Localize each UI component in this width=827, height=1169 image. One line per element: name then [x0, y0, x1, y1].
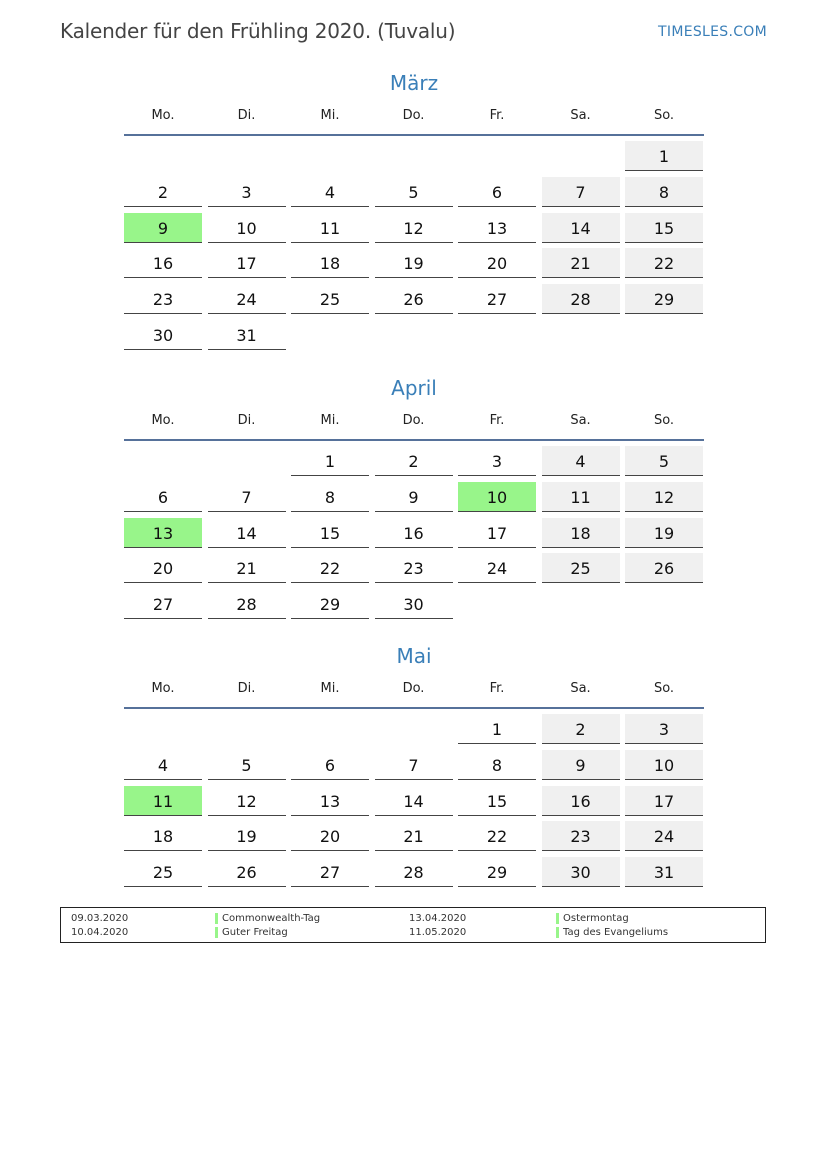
- day-cell: 28: [542, 284, 620, 314]
- week-row: [124, 786, 704, 822]
- day-cell: 13: [291, 786, 369, 816]
- legend-holiday-name: Tag des Evangeliums: [556, 926, 668, 940]
- week-row: [124, 518, 704, 554]
- day-cell: 5: [208, 750, 286, 780]
- weekday-label: Di.: [237, 413, 256, 428]
- day-cell: 30: [542, 857, 620, 887]
- day-cell: 20: [458, 248, 536, 278]
- empty-day-cell: [542, 589, 620, 619]
- month-grid: [124, 709, 704, 893]
- day-cell: 29: [291, 589, 369, 619]
- empty-day-cell: [124, 714, 202, 744]
- day-cell: 18: [124, 821, 202, 851]
- day-cell: 18: [542, 518, 620, 548]
- day-cell: 22: [458, 821, 536, 851]
- day-cell: 1: [458, 714, 536, 744]
- weekday-label: Di.: [237, 108, 256, 123]
- day-cell: 16: [124, 248, 202, 278]
- weekday-label: Di.: [237, 681, 256, 696]
- day-cell: 10: [208, 213, 286, 243]
- day-cell: 29: [625, 284, 703, 314]
- empty-day-cell: [458, 589, 536, 619]
- day-cell: 24: [625, 821, 703, 851]
- day-cell: 26: [208, 857, 286, 887]
- day-cell: 14: [208, 518, 286, 548]
- day-cell: 3: [458, 446, 536, 476]
- day-cell: 28: [375, 857, 453, 887]
- month-title: April: [391, 376, 437, 400]
- day-cell: 7: [542, 177, 620, 207]
- holiday-day-cell: 9: [124, 213, 202, 243]
- month-grid: [124, 441, 704, 625]
- empty-day-cell: [375, 141, 453, 171]
- weekday-label: Mi.: [320, 413, 340, 428]
- day-cell: 23: [542, 821, 620, 851]
- day-cell: 2: [375, 446, 453, 476]
- day-cell: 25: [542, 553, 620, 583]
- legend-holiday-name: Guter Freitag: [215, 926, 288, 940]
- day-cell: 7: [208, 482, 286, 512]
- legend-holiday-name: Ostermontag: [556, 912, 629, 926]
- day-cell: 26: [625, 553, 703, 583]
- day-cell: 8: [291, 482, 369, 512]
- month-block: [124, 68, 704, 356]
- legend-date: 13.04.2020: [409, 913, 467, 924]
- empty-day-cell: [291, 141, 369, 171]
- day-cell: 11: [291, 213, 369, 243]
- week-row: [124, 213, 704, 249]
- day-cell: 23: [375, 553, 453, 583]
- week-row: [124, 177, 704, 213]
- weekday-label: Mo.: [151, 681, 175, 696]
- day-cell: 5: [625, 446, 703, 476]
- day-cell: 29: [458, 857, 536, 887]
- holiday-legend: [60, 907, 766, 943]
- day-cell: 9: [375, 482, 453, 512]
- month-title: Mai: [396, 644, 432, 668]
- week-row: [124, 446, 704, 482]
- day-cell: 6: [291, 750, 369, 780]
- day-cell: 8: [625, 177, 703, 207]
- day-cell: 16: [542, 786, 620, 816]
- weekday-label: Fr.: [489, 681, 505, 696]
- week-row: [124, 482, 704, 518]
- month-block: [124, 373, 704, 625]
- month-block: [124, 641, 704, 893]
- weekday-header: [124, 98, 704, 136]
- week-row: [124, 284, 704, 320]
- day-cell: 5: [375, 177, 453, 207]
- day-cell: 19: [375, 248, 453, 278]
- empty-day-cell: [458, 141, 536, 171]
- holiday-day-cell: 13: [124, 518, 202, 548]
- weekday-label: Do.: [402, 108, 425, 123]
- day-cell: 31: [625, 857, 703, 887]
- weekday-header: [124, 671, 704, 709]
- empty-day-cell: [542, 320, 620, 350]
- weekday-label: So.: [653, 108, 675, 123]
- day-cell: 3: [208, 177, 286, 207]
- week-row: [124, 714, 704, 750]
- week-row: [124, 320, 704, 356]
- empty-day-cell: [124, 446, 202, 476]
- month-grid: [124, 136, 704, 356]
- day-cell: 28: [208, 589, 286, 619]
- empty-day-cell: [291, 714, 369, 744]
- day-cell: 23: [124, 284, 202, 314]
- legend-holiday-name: Commonwealth-Tag: [215, 912, 320, 926]
- day-cell: 9: [542, 750, 620, 780]
- week-row: [124, 821, 704, 857]
- empty-day-cell: [458, 320, 536, 350]
- day-cell: 7: [375, 750, 453, 780]
- empty-day-cell: [375, 320, 453, 350]
- day-cell: 22: [625, 248, 703, 278]
- weekday-label: Fr.: [489, 413, 505, 428]
- day-cell: 15: [458, 786, 536, 816]
- day-cell: 17: [625, 786, 703, 816]
- day-cell: 6: [124, 482, 202, 512]
- weekday-label: Do.: [402, 681, 425, 696]
- empty-day-cell: [625, 589, 703, 619]
- day-cell: 2: [542, 714, 620, 744]
- day-cell: 19: [208, 821, 286, 851]
- week-row: [124, 553, 704, 589]
- weekday-label: Mo.: [151, 108, 175, 123]
- weekday-label: Mi.: [320, 108, 340, 123]
- day-cell: 3: [625, 714, 703, 744]
- week-row: [124, 141, 704, 177]
- day-cell: 13: [458, 213, 536, 243]
- day-cell: 18: [291, 248, 369, 278]
- weekday-label: Sa.: [570, 681, 591, 696]
- empty-day-cell: [208, 141, 286, 171]
- week-row: [124, 589, 704, 625]
- weekday-label: Sa.: [570, 413, 591, 428]
- empty-day-cell: [208, 446, 286, 476]
- day-cell: 1: [625, 141, 703, 171]
- day-cell: 1: [291, 446, 369, 476]
- empty-day-cell: [124, 141, 202, 171]
- legend-date: 11.05.2020: [409, 927, 467, 938]
- day-cell: 27: [124, 589, 202, 619]
- day-cell: 22: [291, 553, 369, 583]
- week-row: [124, 857, 704, 893]
- day-cell: 15: [625, 213, 703, 243]
- legend-date: 09.03.2020: [71, 913, 129, 924]
- day-cell: 4: [291, 177, 369, 207]
- weekday-label: So.: [653, 681, 675, 696]
- day-cell: 12: [208, 786, 286, 816]
- brand-link[interactable]: TIMESLES.COM: [658, 24, 767, 40]
- day-cell: 4: [124, 750, 202, 780]
- weekday-label: Fr.: [489, 108, 505, 123]
- day-cell: 20: [124, 553, 202, 583]
- weekday-label: Mo.: [151, 413, 175, 428]
- day-cell: 6: [458, 177, 536, 207]
- day-cell: 20: [291, 821, 369, 851]
- day-cell: 24: [458, 553, 536, 583]
- week-row: [124, 248, 704, 284]
- day-cell: 4: [542, 446, 620, 476]
- day-cell: 12: [625, 482, 703, 512]
- day-cell: 12: [375, 213, 453, 243]
- holiday-day-cell: 11: [124, 786, 202, 816]
- day-cell: 21: [375, 821, 453, 851]
- day-cell: 16: [375, 518, 453, 548]
- day-cell: 30: [124, 320, 202, 350]
- day-cell: 11: [542, 482, 620, 512]
- day-cell: 27: [291, 857, 369, 887]
- day-cell: 24: [208, 284, 286, 314]
- day-cell: 31: [208, 320, 286, 350]
- day-cell: 2: [124, 177, 202, 207]
- day-cell: 25: [124, 857, 202, 887]
- day-cell: 17: [458, 518, 536, 548]
- week-row: [124, 750, 704, 786]
- day-cell: 26: [375, 284, 453, 314]
- weekday-label: Mi.: [320, 681, 340, 696]
- weekday-label: Do.: [402, 413, 425, 428]
- day-cell: 17: [208, 248, 286, 278]
- day-cell: 19: [625, 518, 703, 548]
- month-title: März: [389, 71, 439, 95]
- empty-day-cell: [625, 320, 703, 350]
- empty-day-cell: [375, 714, 453, 744]
- empty-day-cell: [542, 141, 620, 171]
- empty-day-cell: [291, 320, 369, 350]
- weekday-header: [124, 403, 704, 441]
- day-cell: 27: [458, 284, 536, 314]
- day-cell: 14: [375, 786, 453, 816]
- empty-day-cell: [208, 714, 286, 744]
- day-cell: 21: [542, 248, 620, 278]
- day-cell: 30: [375, 589, 453, 619]
- weekday-label: So.: [653, 413, 675, 428]
- page-title: Kalender für den Frühling 2020. (Tuvalu): [60, 19, 456, 43]
- legend-date: 10.04.2020: [71, 927, 129, 938]
- day-cell: 25: [291, 284, 369, 314]
- day-cell: 10: [625, 750, 703, 780]
- day-cell: 14: [542, 213, 620, 243]
- day-cell: 8: [458, 750, 536, 780]
- day-cell: 21: [208, 553, 286, 583]
- weekday-label: Sa.: [570, 108, 591, 123]
- holiday-day-cell: 10: [458, 482, 536, 512]
- day-cell: 15: [291, 518, 369, 548]
